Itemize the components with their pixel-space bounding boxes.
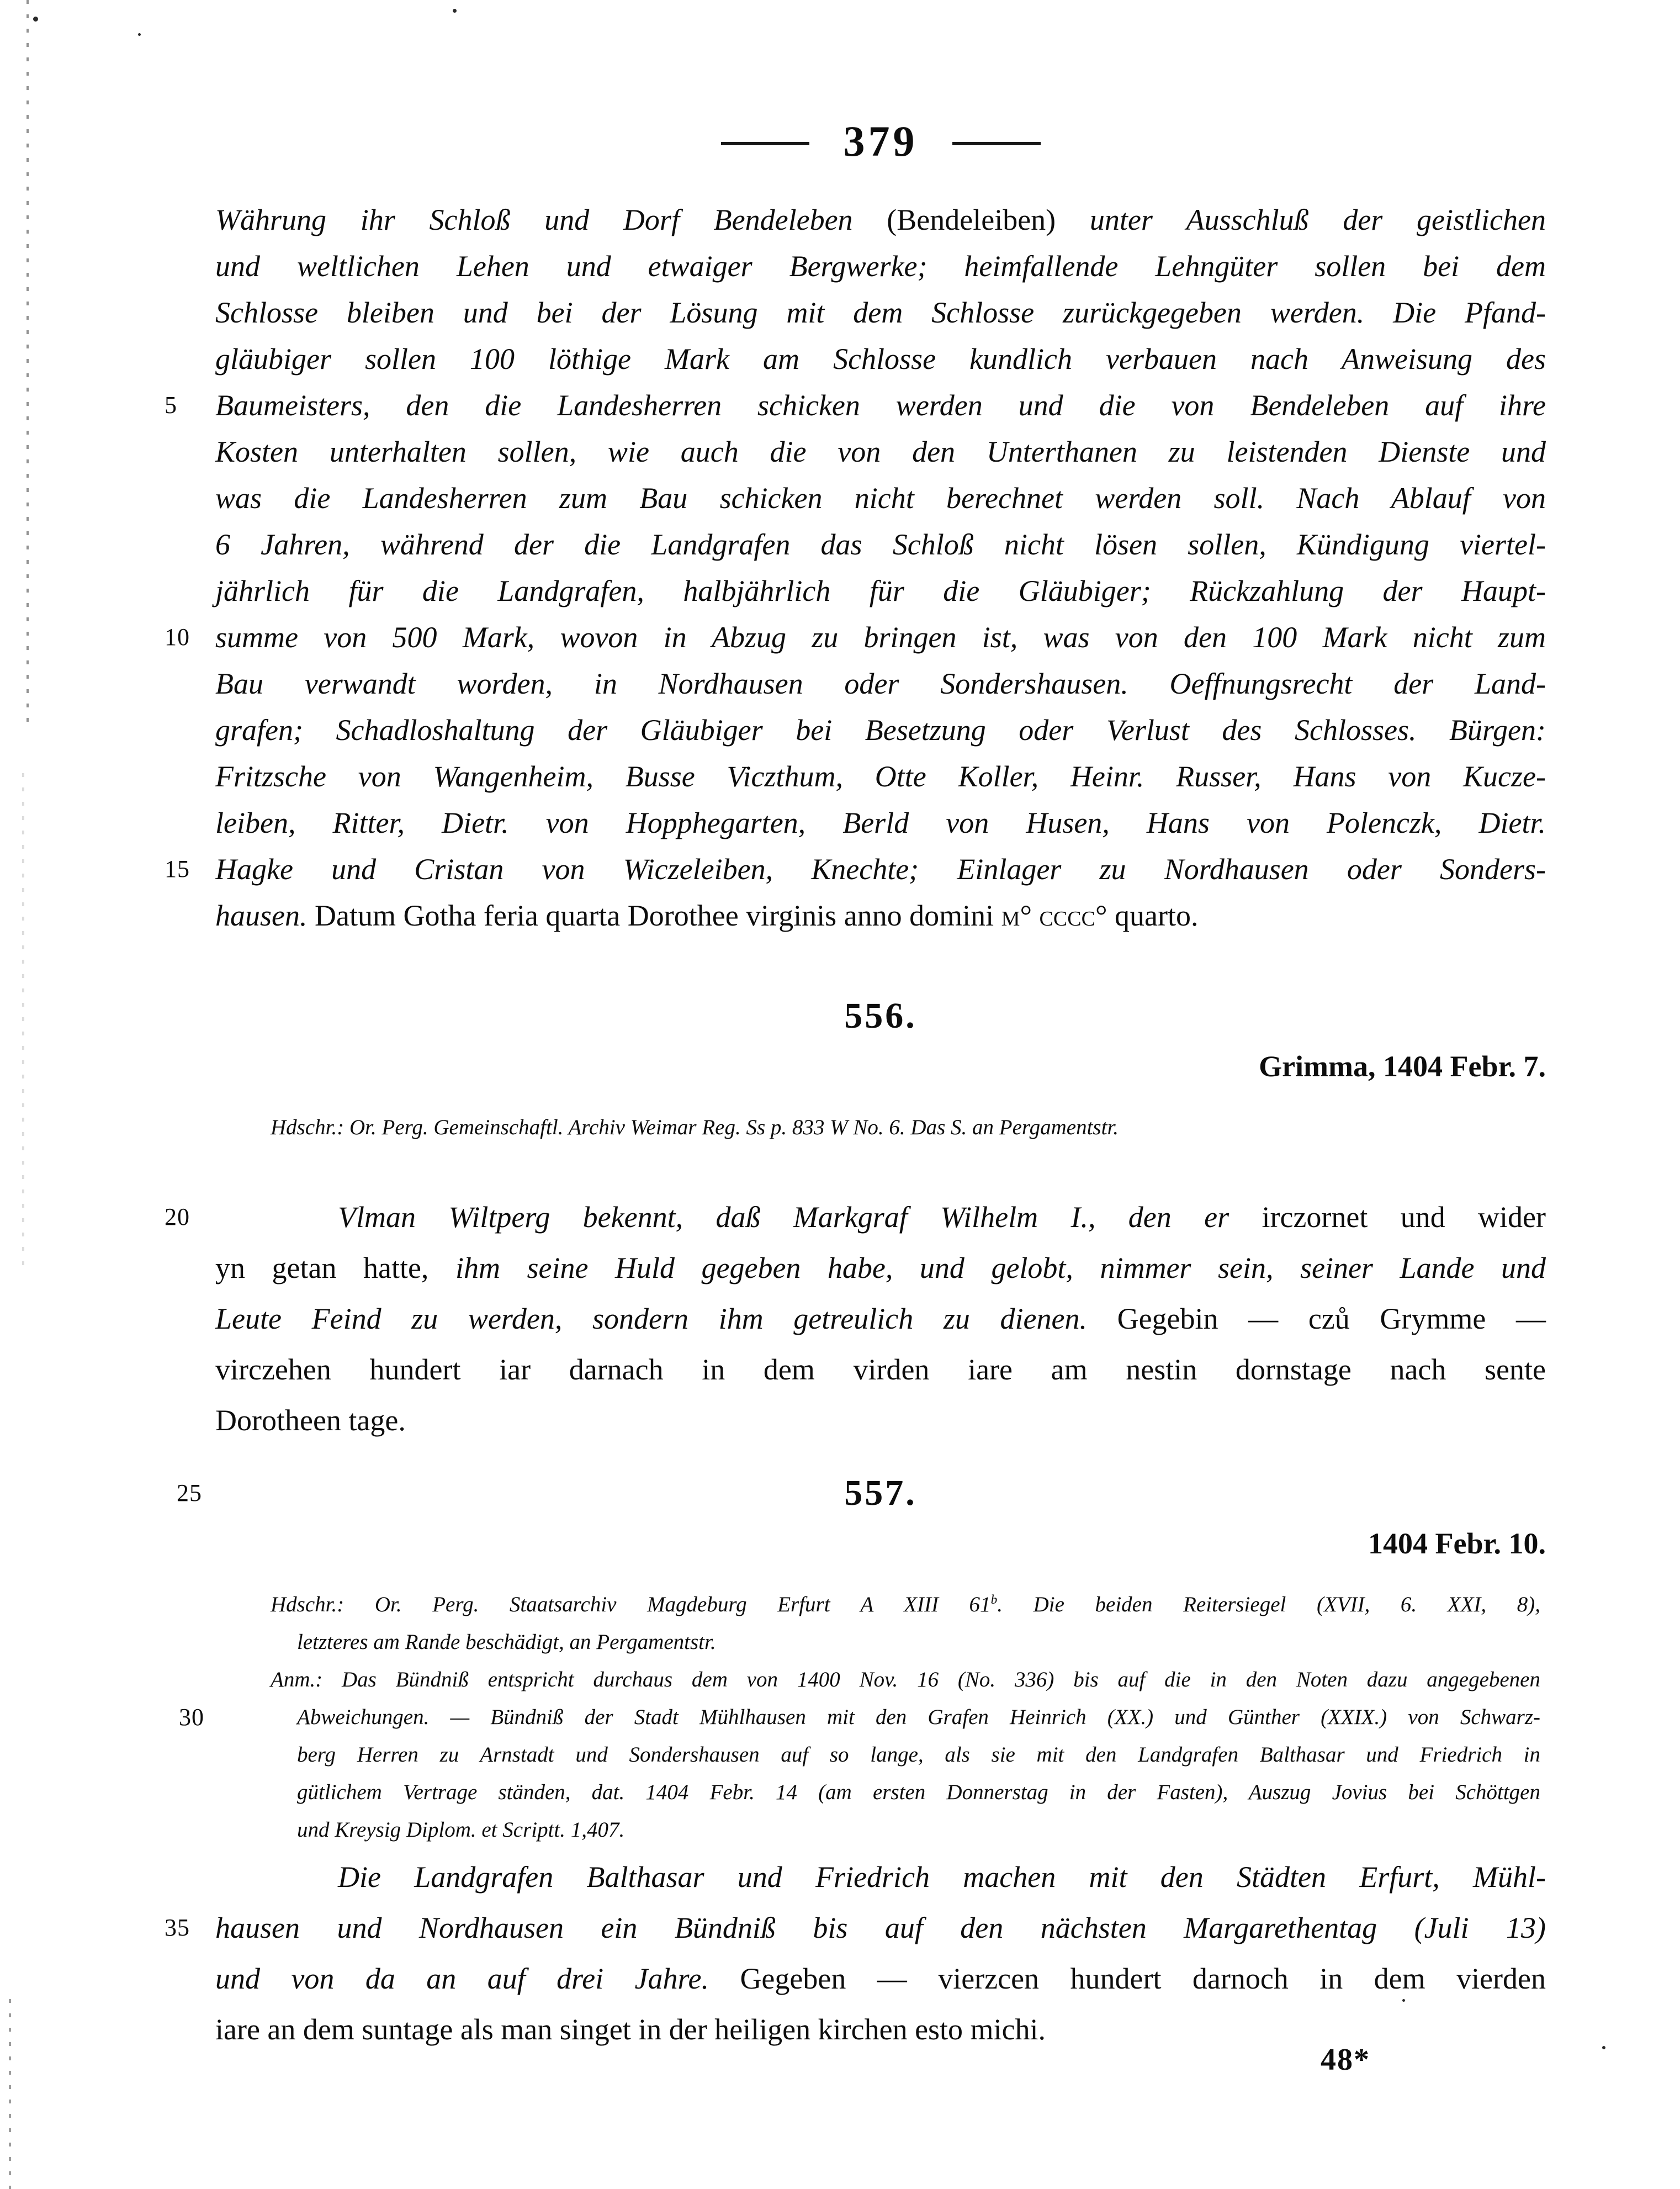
line-segment: ihm seine Huld gegeben habe, und gelobt, nimmer sein, seiner Lande und (455, 1251, 1546, 1284)
text-line (271, 1624, 1540, 1661)
line-segment: Gegeben — vierzcen hundert darnoch in dem vierden (740, 1962, 1546, 1995)
line-segment: 6 Jahren, während der die Landgrafen das Schloß nicht lösen sollen, Kündigung viertel- (215, 528, 1546, 561)
page-header (215, 110, 1546, 177)
text-line (215, 429, 1546, 475)
line-segment: unter Ausschluß der geistlichen (1056, 203, 1546, 236)
line-segment: (Bendeleiben) (887, 203, 1056, 236)
text-line (215, 660, 1546, 707)
text-line (215, 475, 1546, 521)
text-line (215, 568, 1546, 614)
line-segment: letzteres am Rande beschädigt, an Pergamentstr. (297, 1630, 716, 1654)
text-line (215, 243, 1546, 289)
page-number-dash-right (952, 142, 1041, 145)
entry-556-place-date: Grimma, 1404 Febr. 7. (1259, 1050, 1546, 1083)
margin-line-number: 20 (165, 1203, 190, 1230)
line-segment: yn getan hatte, (215, 1251, 455, 1284)
line-segment: Vlman Wiltperg bekennt, daß Markgraf Wilhelm I., den er (338, 1201, 1262, 1234)
text-line (215, 336, 1546, 382)
page-number-dash-left (721, 142, 809, 145)
text-line (215, 1293, 1546, 1344)
line-segment: Kosten unterhalten sollen, wie auch die von den Unterthanen zu leistenden Dienste und (215, 435, 1546, 468)
line-segment: Dorotheen tage. (215, 1404, 406, 1437)
page-number: 379 (843, 117, 918, 165)
line-segment: virczehen hundert iar darnach in dem virden iare am nestin dornstage nach sente (215, 1353, 1546, 1386)
text-line (215, 1852, 1546, 1902)
margin-line-number: 5 (165, 392, 177, 419)
entry-556-source-note (271, 1111, 1540, 1144)
line-segment: iare an dem suntage als man singet in der heiligen kirchen esto michi. (215, 2013, 1046, 2046)
line-segment: hausen. (215, 899, 308, 932)
entry-557-number-text: 557. (844, 1473, 917, 1513)
text-line (165, 614, 1546, 660)
scan-artifact (9, 1999, 11, 2189)
scan-artifact (33, 17, 38, 22)
text-line (215, 1395, 1546, 1446)
margin-line-number: 30 (179, 1704, 204, 1731)
text-line (271, 1774, 1540, 1811)
margin-line-number: 35 (165, 1914, 190, 1941)
line-segment: . Die beiden Reitersiegel (XVII, 6. XXI, 8), (997, 1593, 1540, 1616)
text-line (215, 753, 1546, 800)
footer-signature: 48* (1321, 2043, 1370, 2077)
line-segment: und weltlichen Lehen und etwaiger Bergwerke; heimfallende Lehngüter sollen bei dem (215, 250, 1546, 283)
text-line (215, 1953, 1546, 2004)
line-segment: Abweichungen. — Bündniß der Stadt Mühlhausen mit den Grafen Heinrich (XX.) und Günther (XXIX.) von Schwarz- (297, 1705, 1540, 1729)
text-line (271, 1661, 1540, 1699)
line-segment: Schlosse bleiben und bei der Lösung mit dem Schlosse zurückgegeben werden. Die Pfand- (215, 296, 1546, 329)
entry-557-date: 1404 Febr. 10. (1368, 1527, 1546, 1560)
line-segment: quarto. (1107, 899, 1199, 932)
entry-557-number (177, 1470, 1546, 1516)
text-line (215, 197, 1546, 243)
text-line (165, 382, 1546, 429)
text-line (165, 1902, 1546, 1953)
line-segment: jährlich für die Landgrafen, halbjährlich für die Gläubiger; Rückzahlung der Haupt- (215, 574, 1546, 607)
line-segment: Leute Feind zu werden, sondern ihm getreulich zu dienen. (215, 1302, 1117, 1335)
text-line (271, 1736, 1540, 1774)
text-line (271, 1586, 1540, 1624)
scan-artifact (453, 9, 457, 13)
line-segment: Gegebin — czů Grymme — (1117, 1302, 1546, 1335)
text-line (215, 892, 1546, 939)
line-segment: und von da an auf drei Jahre. (215, 1962, 740, 1995)
text-line (165, 846, 1546, 892)
text-line (271, 1811, 1540, 1849)
line-segment: und Kreysig Diplom. et Scriptt. 1,407. (297, 1818, 625, 1842)
margin-line-number: 10 (165, 623, 190, 651)
margin-line-number: 15 (165, 855, 190, 882)
line-segment: Fritzsche von Wangenheim, Busse Viczthum, Otte Koller, Heinr. Russer, Hans von Kucze- (215, 760, 1546, 793)
line-segment: summe von 500 Mark, wovon in Abzug zu bringen ist, was von den 100 Mark nicht zum (215, 621, 1546, 654)
line-segment: Datum Gotha feria quarta Dorothee virginis anno domini (307, 899, 1001, 932)
line-segment: berg Herren zu Arnstadt und Sondershausen auf so lange, als sie mit den Landgrafen Balthasar und Friedrich in (297, 1743, 1540, 1767)
line-segment: Hdschr.: Or. Perg. Staatsarchiv Magdeburg Erfurt A XIII 61 (271, 1593, 991, 1616)
text-line (165, 1192, 1546, 1242)
line-segment: b (990, 1593, 998, 1607)
margin-line-number: 25 (177, 1479, 202, 1506)
text-line (215, 707, 1546, 753)
line-segment: Bau verwandt worden, in Nordhausen oder Sondershausen. Oeffnungsrecht der Land- (215, 667, 1546, 700)
line-segment: gläubiger sollen 100 löthige Mark am Schlosse kundlich verbauen nach Anweisung des (215, 342, 1546, 376)
text-line (215, 800, 1546, 846)
line-segment: grafen; Schadloshaltung der Gläubiger bei Besetzung oder Verlust des Schlosses. Bürgen: (215, 713, 1546, 747)
continuation-paragraph (165, 197, 1546, 939)
text-line (215, 521, 1546, 568)
line-segment: was die Landesherren zum Bau schicken nicht berechnet werden soll. Nach Ablauf von (215, 482, 1546, 515)
entry-556-number: 556. (844, 996, 917, 1036)
line-segment: Baumeisters, den die Landesherren schicken werden und die von Bendeleben auf ihre (215, 389, 1546, 422)
text-line (215, 1242, 1546, 1293)
scan-artifact (27, 0, 29, 723)
scan-artifact (138, 33, 141, 36)
line-segment: gütlichem Vertrage ständen, dat. 1404 Febr. 14 (am ersten Donnerstag in der Fasten), Auszug Jovius bei Schöttgen (297, 1780, 1540, 1804)
line-segment: Anm.: Das Bündniß entspricht durchaus dem von 1400 Nov. 16 (No. 336) bis auf die in den Noten dazu angegebenen (271, 1668, 1540, 1691)
entry-556-body (165, 1192, 1546, 1446)
entry-557-body (165, 1852, 1546, 2055)
entry-557-source-note (179, 1586, 1540, 1849)
line-segment: Hdschr.: Or. Perg. Gemeinschaftl. Archiv Weimar Reg. Ss p. 833 W No. 6. Das S. an Pergamentstr. (271, 1115, 1119, 1139)
line-segment: Hagke und Cristan von Wiczeleiben, Knechte; Einlager zu Nordhausen oder Sonders- (215, 853, 1546, 886)
line-segment: irczornet und wider (1262, 1201, 1546, 1234)
line-segment: Währung ihr Schloß und Dorf Bendeleben (215, 203, 887, 236)
scan-artifact (1602, 2046, 1605, 2049)
line-segment: hausen und Nordhausen ein Bündniß bis auf den nächsten Margarethentag (Juli 13) (215, 1911, 1546, 1944)
line-segment: m° cccc° (1001, 899, 1107, 932)
text-line (215, 289, 1546, 336)
text-line (179, 1699, 1540, 1736)
text-line (271, 1111, 1540, 1144)
scan-artifact (22, 773, 24, 1270)
text-line (215, 1344, 1546, 1395)
line-segment: leiben, Ritter, Dietr. von Hopphegarten, Berld von Husen, Hans von Polenczk, Dietr. (215, 806, 1546, 839)
line-segment: Die Landgrafen Balthasar und Friedrich machen mit den Städten Erfurt, Mühl- (338, 1860, 1546, 1894)
